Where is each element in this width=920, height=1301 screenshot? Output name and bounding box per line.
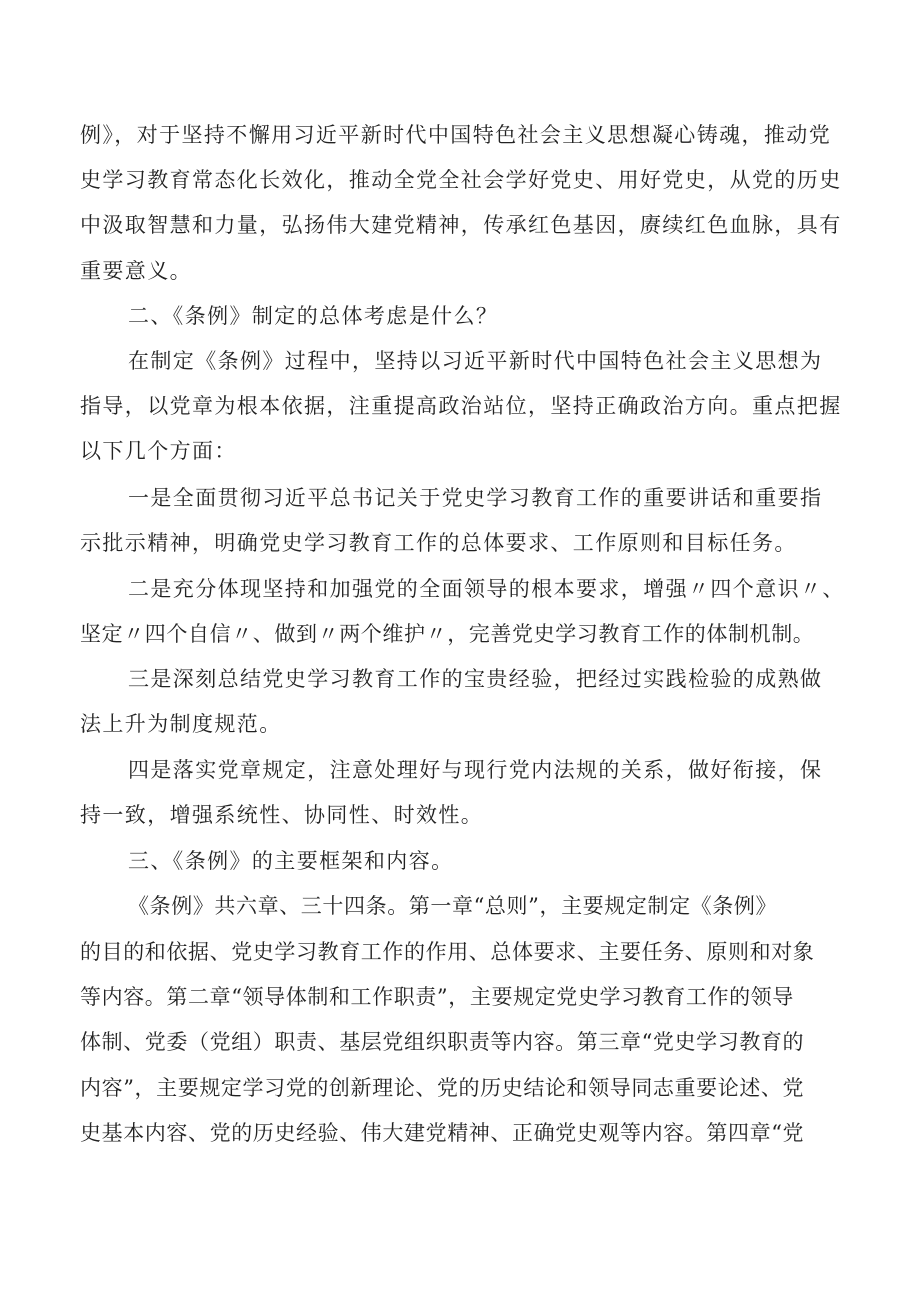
paragraph-line: 指导，以党章为根本依据，注重提高政治站位，坚持正确政治方向。重点把握 bbox=[80, 394, 842, 418]
paragraph-line: 史基本内容、党的历史经验、伟大建党精神、正确党史观等内容。第四章“党 bbox=[80, 1121, 805, 1145]
paragraph-line: 一是全面贯彻习近平总书记关于党史学习教育工作的重要讲话和重要指 bbox=[128, 486, 823, 510]
paragraph-line: 在制定《条例》过程中，坚持以习近平新时代中国特色社会主义思想为 bbox=[128, 349, 823, 373]
paragraph-line: 史学习教育常态化长效化，推动全党全社会学好党史、用好党史，从党的历史 bbox=[80, 168, 842, 192]
paragraph-line: 中汲取智慧和力量，弘扬伟大建党精神，传承红色基因，赓续红色血脉，具有 bbox=[80, 213, 842, 237]
paragraph-line: 法上升为制度规范。 bbox=[80, 712, 282, 736]
paragraph-line: 等内容。第二章“领导体制和工作职责”，主要规定党史学习教育工作的领导 bbox=[80, 985, 794, 1009]
paragraph-line: 二是充分体现坚持和加强党的全面领导的根本要求，增强〃四个意识〃、 bbox=[128, 577, 845, 601]
paragraph-line: 四是落实党章规定，注意处理好与现行党内法规的关系，做好衔接，保 bbox=[128, 758, 823, 782]
paragraph-line: 内容”，主要规定学习党的创新理论、党的历史结论和领导同志重要论述、党 bbox=[80, 1076, 805, 1100]
paragraph-line: 《条例》共六章、三十四条。第一章“总则”，主要规定制定《条例》 bbox=[128, 894, 778, 918]
paragraph-line: 的目的和依据、党史学习教育工作的作用、总体要求、主要任务、原则和对象 bbox=[80, 940, 815, 964]
paragraph-line: 示批示精神，明确党史学习教育工作的总体要求、工作原则和目标任务。 bbox=[80, 531, 797, 555]
paragraph-line: 坚定〃四个自信〃、做到〃两个维护〃，完善党史学习教育工作的体制机制。 bbox=[80, 622, 815, 646]
paragraph-line: 体制、党委（党组）职责、基层党组织职责等内容。第三章“党史学习教育的 bbox=[80, 1030, 805, 1054]
paragraph-line: 三是深刻总结党史学习教育工作的宝贵经验，把经过实践检验的成熟做 bbox=[128, 667, 823, 691]
section-heading: 三、《条例》的主要框架和内容。 bbox=[128, 849, 454, 873]
paragraph-line: 重要意义。 bbox=[80, 259, 192, 283]
section-heading: 二、《条例》制定的总体考虑是什么？ bbox=[128, 304, 499, 328]
paragraph-line: 以下几个方面： bbox=[80, 439, 237, 463]
paragraph-line: 持一致，增强系统性、协同性、时效性。 bbox=[80, 803, 484, 827]
paragraph-line: 例》，对于坚持不懈用习近平新时代中国特色社会主义思想凝心铸魂，推动党 bbox=[80, 123, 832, 147]
